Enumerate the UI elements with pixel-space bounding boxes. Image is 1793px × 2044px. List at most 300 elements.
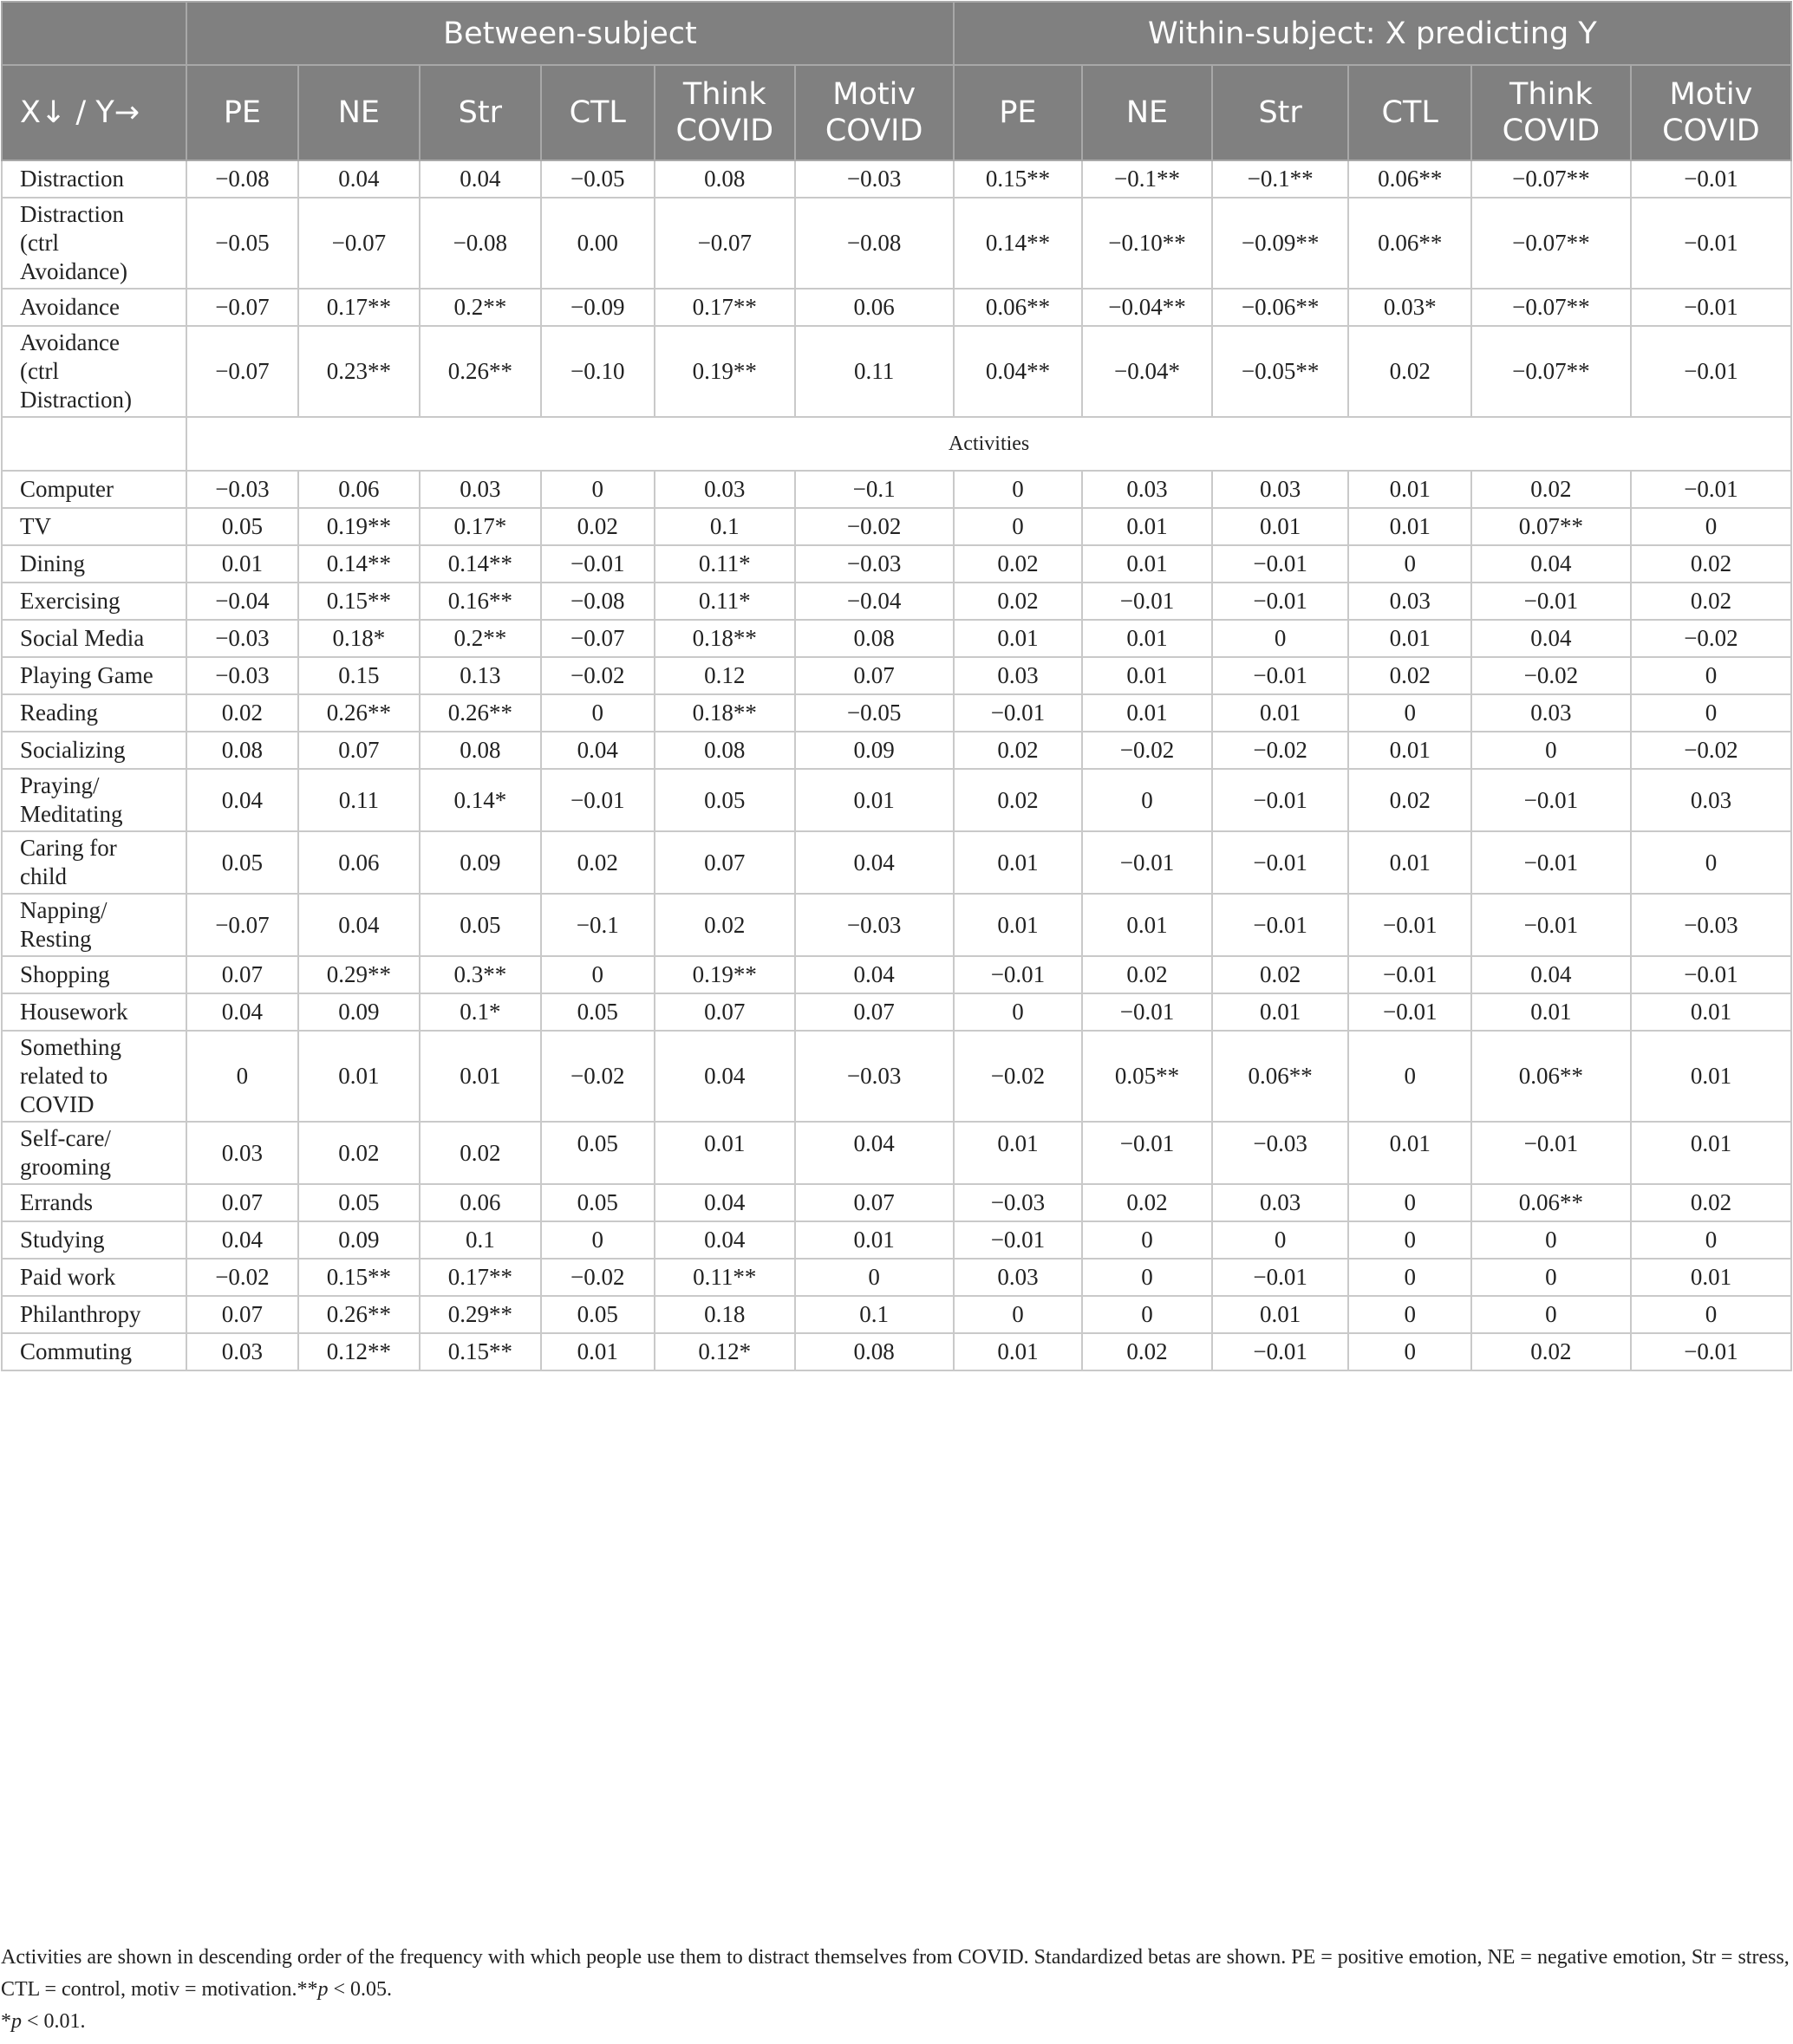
- value-cell: 0.01: [1348, 508, 1470, 545]
- value-cell: 0.17**: [420, 1259, 540, 1296]
- value-cell: 0.01: [1082, 694, 1212, 732]
- value-cell: 0.01: [1212, 694, 1349, 732]
- value-cell: 0.01: [1212, 1296, 1349, 1333]
- column-header: [954, 65, 1083, 160]
- value-cell: −0.03: [186, 471, 297, 508]
- table-row: [2, 1184, 1791, 1221]
- section-row: [2, 417, 1791, 471]
- row-label: [2, 326, 186, 417]
- header-blank-cell: [2, 2, 186, 65]
- value-cell: 0.19**: [655, 956, 795, 993]
- value-cell: 0.06**: [1348, 198, 1470, 289]
- column-header: [420, 65, 540, 160]
- value-cell: 0.03: [954, 657, 1083, 694]
- value-cell: 0.09: [420, 831, 540, 894]
- value-cell: −0.01: [1631, 160, 1791, 198]
- value-cell: −0.07: [655, 198, 795, 289]
- row-label-line: Commuting: [20, 1338, 133, 1364]
- column-header-line: Motiv: [832, 77, 916, 112]
- value-cell: −0.04: [795, 583, 954, 620]
- value-cell: 0: [1471, 1296, 1631, 1333]
- value-cell: 0.1*: [420, 993, 540, 1031]
- value-cell: 0.04: [1471, 956, 1631, 993]
- row-label-line: Napping/: [20, 897, 108, 923]
- value-cell: 0.15**: [420, 1333, 540, 1370]
- value-cell: 0: [1348, 1333, 1470, 1370]
- value-cell: −0.03: [954, 1184, 1083, 1221]
- value-cell: 0.18*: [298, 620, 420, 657]
- column-header-line: Think: [682, 77, 766, 112]
- note-main-p: p: [317, 1978, 329, 2001]
- note-main-tail: < 0.05.: [328, 1978, 393, 2001]
- value-cell: 0.01: [1348, 831, 1470, 894]
- value-cell: 0.04: [795, 956, 954, 993]
- value-cell: −0.03: [795, 160, 954, 198]
- value-cell: 0: [1471, 1259, 1631, 1296]
- value-cell: 0.04: [420, 160, 540, 198]
- row-label-line: Resting: [20, 926, 92, 952]
- value-cell: 0.02: [954, 545, 1083, 583]
- section-label: Activities: [186, 417, 1791, 471]
- value-cell: −0.01: [1212, 657, 1349, 694]
- value-cell: 0.3**: [420, 956, 540, 993]
- value-cell: 0: [795, 1259, 954, 1296]
- value-cell: 0.02: [954, 583, 1083, 620]
- row-label: [2, 732, 186, 769]
- value-cell: 0.05: [186, 508, 297, 545]
- column-header-line: COVID: [1502, 114, 1601, 148]
- value-cell: 0.11: [298, 769, 420, 831]
- value-cell: 0.05: [541, 1184, 655, 1221]
- table-row: [2, 1333, 1791, 1370]
- value-cell: 0.02: [1082, 956, 1212, 993]
- value-cell: 0: [1348, 1221, 1470, 1259]
- table-row: [2, 471, 1791, 508]
- value-cell: 0.02: [1348, 326, 1470, 417]
- value-cell: −0.1: [541, 894, 655, 956]
- value-cell: −0.01: [1631, 956, 1791, 993]
- value-cell: 0: [954, 508, 1083, 545]
- column-header: [298, 65, 420, 160]
- column-header-line: Str: [458, 95, 502, 130]
- value-cell: 0.03*: [1348, 289, 1470, 326]
- value-cell: 0.01: [795, 769, 954, 831]
- value-cell: −0.01: [1471, 1122, 1631, 1184]
- value-cell: 0.04: [1471, 545, 1631, 583]
- value-cell: −0.02: [1471, 657, 1631, 694]
- value-cell: 0.02: [1082, 1184, 1212, 1221]
- value-cell: −0.05: [541, 160, 655, 198]
- value-cell: 0.02: [655, 894, 795, 956]
- table-notes: [1, 1942, 1792, 2038]
- value-cell: 0.05: [186, 831, 297, 894]
- value-cell: 0.01: [1348, 1122, 1470, 1184]
- value-cell: 0.04: [186, 769, 297, 831]
- value-cell: −0.09**: [1212, 198, 1349, 289]
- value-cell: 0.02: [420, 1122, 540, 1184]
- value-cell: 0.02: [1212, 956, 1349, 993]
- row-label: [2, 993, 186, 1031]
- column-header-line: CTL: [569, 95, 626, 130]
- value-cell: 0: [1348, 1259, 1470, 1296]
- row-label-line: Avoidance): [20, 258, 127, 284]
- row-label: [2, 831, 186, 894]
- value-cell: 0.03: [1212, 1184, 1349, 1221]
- value-cell: 0.17**: [655, 289, 795, 326]
- value-cell: 0: [1082, 1296, 1212, 1333]
- column-header-line: Motiv: [1669, 77, 1753, 112]
- value-cell: 0.02: [1631, 545, 1791, 583]
- row-label-line: Praying/: [20, 772, 100, 798]
- value-cell: 0.04: [655, 1031, 795, 1122]
- value-cell: 0.03: [1212, 471, 1349, 508]
- row-label-line: Something: [20, 1034, 122, 1060]
- value-cell: 0.05: [420, 894, 540, 956]
- table-row: [2, 160, 1791, 198]
- value-cell: 0.01: [298, 1031, 420, 1122]
- column-header: [541, 65, 655, 160]
- value-cell: 0: [1082, 769, 1212, 831]
- value-cell: −0.01: [1631, 1333, 1791, 1370]
- row-label-line: Avoidance: [20, 329, 120, 355]
- value-cell: 0.02: [1471, 471, 1631, 508]
- row-label: [2, 1184, 186, 1221]
- value-cell: 0.01: [954, 1122, 1083, 1184]
- column-header-line: PE: [223, 95, 262, 130]
- value-cell: −0.07**: [1471, 160, 1631, 198]
- table-row: [2, 583, 1791, 620]
- value-cell: 0.2**: [420, 289, 540, 326]
- row-label: [2, 620, 186, 657]
- column-header-line: COVID: [1662, 114, 1760, 148]
- value-cell: 0.06: [298, 471, 420, 508]
- value-cell: 0: [1212, 620, 1349, 657]
- table-row: [2, 326, 1791, 417]
- column-header-line: Str: [1258, 95, 1302, 130]
- table-row: [2, 657, 1791, 694]
- row-label-line: Caring for: [20, 835, 117, 861]
- value-cell: 0.01: [655, 1122, 795, 1184]
- value-cell: −0.05: [186, 198, 297, 289]
- corner-label: X↓ / Y→: [2, 65, 186, 160]
- value-cell: 0: [1471, 732, 1631, 769]
- value-cell: −0.01: [541, 545, 655, 583]
- within-subject-header: Within-subject: X predicting Y: [954, 2, 1791, 65]
- value-cell: 0.26**: [420, 326, 540, 417]
- table-row: [2, 198, 1791, 289]
- value-cell: 0.06: [298, 831, 420, 894]
- value-cell: −0.02: [1631, 620, 1791, 657]
- row-label-line: Self-care/: [20, 1125, 111, 1151]
- value-cell: 0.07: [655, 993, 795, 1031]
- row-label-line: Socializing: [20, 737, 126, 763]
- value-cell: −0.03: [186, 620, 297, 657]
- value-cell: 0: [1471, 1221, 1631, 1259]
- value-cell: −0.03: [186, 657, 297, 694]
- value-cell: −0.01: [954, 956, 1083, 993]
- value-cell: −0.07: [186, 326, 297, 417]
- value-cell: 0.02: [1471, 1333, 1631, 1370]
- row-label: [2, 894, 186, 956]
- value-cell: −0.01: [954, 694, 1083, 732]
- value-cell: 0.07: [298, 732, 420, 769]
- value-cell: 0: [954, 1296, 1083, 1333]
- value-cell: −0.1: [795, 471, 954, 508]
- value-cell: 0.01: [1082, 620, 1212, 657]
- row-label: [2, 198, 186, 289]
- row-label-line: Distraction): [20, 387, 132, 413]
- value-cell: 0.14*: [420, 769, 540, 831]
- value-cell: −0.01: [1471, 769, 1631, 831]
- value-cell: 0.04: [795, 831, 954, 894]
- value-cell: 0.01: [1082, 508, 1212, 545]
- value-cell: 0.12: [655, 657, 795, 694]
- value-cell: 0: [541, 694, 655, 732]
- value-cell: 0.01: [1631, 993, 1791, 1031]
- value-cell: 0.08: [795, 620, 954, 657]
- row-label: [2, 289, 186, 326]
- value-cell: −0.1**: [1082, 160, 1212, 198]
- value-cell: 0: [1348, 1296, 1470, 1333]
- column-header-row: [2, 65, 1791, 160]
- value-cell: 0.1: [655, 508, 795, 545]
- value-cell: 0: [1631, 1296, 1791, 1333]
- value-cell: 0.15**: [954, 160, 1083, 198]
- value-cell: 0: [1631, 1221, 1791, 1259]
- row-label: [2, 1031, 186, 1122]
- table-row: [2, 1221, 1791, 1259]
- value-cell: −0.02: [541, 1031, 655, 1122]
- value-cell: 0.01: [954, 620, 1083, 657]
- value-cell: 0.05: [541, 1122, 655, 1184]
- value-cell: −0.01: [1212, 545, 1349, 583]
- value-cell: 0.14**: [954, 198, 1083, 289]
- value-cell: 0.04: [298, 160, 420, 198]
- row-label-line: (ctrl: [20, 230, 59, 256]
- value-cell: 0.08: [420, 732, 540, 769]
- value-cell: −0.07**: [1471, 289, 1631, 326]
- value-cell: 0.1: [795, 1296, 954, 1333]
- value-cell: 0.08: [655, 160, 795, 198]
- value-cell: 0.07: [795, 1184, 954, 1221]
- value-cell: −0.01: [1082, 583, 1212, 620]
- value-cell: 0.07: [795, 993, 954, 1031]
- row-label: [2, 583, 186, 620]
- row-label-line: TV: [20, 513, 51, 539]
- row-label-line: Reading: [20, 700, 98, 726]
- value-cell: −0.08: [186, 160, 297, 198]
- row-label-line: Social Media: [20, 625, 145, 651]
- value-cell: 0: [1348, 545, 1470, 583]
- section-blank-cell: [2, 417, 186, 471]
- value-cell: 0: [1212, 1221, 1349, 1259]
- row-label-line: Meditating: [20, 801, 123, 827]
- value-cell: 0.03: [1631, 769, 1791, 831]
- value-cell: 0.11*: [655, 583, 795, 620]
- value-cell: 0: [1348, 1184, 1470, 1221]
- value-cell: −0.1**: [1212, 160, 1349, 198]
- table-body: [2, 160, 1791, 1370]
- note-second-tail: < 0.01.: [22, 2010, 86, 2033]
- value-cell: −0.03: [1631, 894, 1791, 956]
- value-cell: 0.04**: [954, 326, 1083, 417]
- value-cell: 0.19**: [655, 326, 795, 417]
- table-row: [2, 894, 1791, 956]
- value-cell: −0.10: [541, 326, 655, 417]
- value-cell: 0.05: [541, 1296, 655, 1333]
- row-label: [2, 1221, 186, 1259]
- value-cell: −0.01: [1082, 993, 1212, 1031]
- value-cell: −0.07: [298, 198, 420, 289]
- value-cell: 0.16**: [420, 583, 540, 620]
- value-cell: 0: [1082, 1259, 1212, 1296]
- note-second: [1, 2006, 1792, 2038]
- value-cell: −0.05: [795, 694, 954, 732]
- value-cell: −0.01: [1082, 831, 1212, 894]
- table-row: [2, 831, 1791, 894]
- value-cell: 0: [1631, 831, 1791, 894]
- value-cell: −0.03: [795, 894, 954, 956]
- value-cell: −0.01: [1212, 1333, 1349, 1370]
- value-cell: 0.12*: [655, 1333, 795, 1370]
- table-row: [2, 694, 1791, 732]
- value-cell: 0.14**: [298, 545, 420, 583]
- value-cell: 0.07: [186, 1184, 297, 1221]
- value-cell: 0.13: [420, 657, 540, 694]
- value-cell: 0.04: [541, 732, 655, 769]
- row-label-line: grooming: [20, 1154, 111, 1180]
- value-cell: 0.04: [795, 1122, 954, 1184]
- results-table: [1, 1, 1792, 1371]
- table-row: [2, 1122, 1791, 1184]
- table-row: [2, 956, 1791, 993]
- value-cell: 0.01: [186, 545, 297, 583]
- value-cell: 0: [1631, 657, 1791, 694]
- value-cell: 0: [1631, 694, 1791, 732]
- value-cell: 0: [1348, 694, 1470, 732]
- value-cell: −0.09: [541, 289, 655, 326]
- value-cell: 0.01: [541, 1333, 655, 1370]
- value-cell: 0.06**: [1348, 160, 1470, 198]
- column-header: [1471, 65, 1631, 160]
- value-cell: 0.02: [186, 694, 297, 732]
- value-cell: 0.29**: [298, 956, 420, 993]
- value-cell: 0.03: [420, 471, 540, 508]
- value-cell: −0.02: [541, 1259, 655, 1296]
- table-row: [2, 1296, 1791, 1333]
- value-cell: 0.04: [186, 993, 297, 1031]
- row-label-line: Dining: [20, 550, 86, 576]
- value-cell: 0.09: [298, 993, 420, 1031]
- value-cell: 0.19**: [298, 508, 420, 545]
- column-header: [1631, 65, 1791, 160]
- value-cell: 0.05**: [1082, 1031, 1212, 1122]
- note-main: [1, 1942, 1792, 2006]
- row-label-line: Paid work: [20, 1264, 116, 1290]
- value-cell: 0.01: [1082, 545, 1212, 583]
- value-cell: 0.12**: [298, 1333, 420, 1370]
- value-cell: 0.02: [1348, 769, 1470, 831]
- value-cell: 0.01: [1631, 1031, 1791, 1122]
- value-cell: 0.06**: [954, 289, 1083, 326]
- note-main-text: Activities are shown in descending order of the frequency with which people use them to distract themselves from COVID. Standardized betas are shown. PE = positive emotion, NE = negative emotion, Str = stress, CTL = control, motiv = motivation.**: [1, 1946, 1790, 2001]
- row-label-line: (ctrl: [20, 358, 59, 384]
- note-second-p: p: [11, 2010, 22, 2033]
- value-cell: 0.07: [186, 1296, 297, 1333]
- row-label: [2, 1333, 186, 1370]
- value-cell: 0.26**: [298, 1296, 420, 1333]
- value-cell: 0.01: [795, 1221, 954, 1259]
- column-header-line: CTL: [1381, 95, 1438, 130]
- value-cell: 0.04: [655, 1221, 795, 1259]
- value-cell: 0.01: [1631, 1259, 1791, 1296]
- value-cell: 0.17*: [420, 508, 540, 545]
- value-cell: −0.01: [1212, 831, 1349, 894]
- row-label: [2, 694, 186, 732]
- value-cell: 0: [541, 471, 655, 508]
- value-cell: 0.04: [186, 1221, 297, 1259]
- value-cell: −0.01: [541, 769, 655, 831]
- group-header-row: [2, 2, 1791, 65]
- value-cell: 0.01: [1082, 894, 1212, 956]
- value-cell: −0.01: [954, 1221, 1083, 1259]
- value-cell: −0.01: [1348, 956, 1470, 993]
- value-cell: 0.04: [1471, 620, 1631, 657]
- column-header-line: COVID: [825, 114, 923, 148]
- value-cell: 0.01: [1212, 508, 1349, 545]
- value-cell: 0.01: [1471, 993, 1631, 1031]
- value-cell: 0.02: [541, 508, 655, 545]
- value-cell: −0.06**: [1212, 289, 1349, 326]
- value-cell: −0.02: [1631, 732, 1791, 769]
- value-cell: 0.01: [954, 894, 1083, 956]
- value-cell: 0.01: [954, 1333, 1083, 1370]
- row-label-line: Housework: [20, 999, 128, 1025]
- value-cell: 0.03: [655, 471, 795, 508]
- value-cell: 0.07**: [1471, 508, 1631, 545]
- row-label-line: Distraction: [20, 201, 124, 227]
- value-cell: 0: [541, 1221, 655, 1259]
- value-cell: −0.07: [541, 620, 655, 657]
- value-cell: 0.18**: [655, 694, 795, 732]
- value-cell: −0.01: [1212, 583, 1349, 620]
- value-cell: 0.02: [541, 831, 655, 894]
- value-cell: −0.01: [1082, 1122, 1212, 1184]
- value-cell: 0.08: [186, 732, 297, 769]
- value-cell: 0.15**: [298, 1259, 420, 1296]
- column-header: [1212, 65, 1349, 160]
- value-cell: 0.01: [954, 831, 1083, 894]
- value-cell: 0.08: [795, 1333, 954, 1370]
- value-cell: 0.08: [655, 732, 795, 769]
- row-label: [2, 545, 186, 583]
- value-cell: 0.03: [186, 1333, 297, 1370]
- value-cell: −0.01: [1471, 583, 1631, 620]
- value-cell: 0.29**: [420, 1296, 540, 1333]
- value-cell: 0.02: [954, 769, 1083, 831]
- table-row: [2, 620, 1791, 657]
- row-label: [2, 508, 186, 545]
- value-cell: −0.01: [1212, 894, 1349, 956]
- column-header-line: COVID: [675, 114, 774, 148]
- column-header: [1082, 65, 1212, 160]
- value-cell: 0.07: [186, 956, 297, 993]
- value-cell: −0.01: [1348, 993, 1470, 1031]
- value-cell: 0: [1348, 1031, 1470, 1122]
- value-cell: 0.15**: [298, 583, 420, 620]
- value-cell: −0.04**: [1082, 289, 1212, 326]
- value-cell: −0.01: [1471, 894, 1631, 956]
